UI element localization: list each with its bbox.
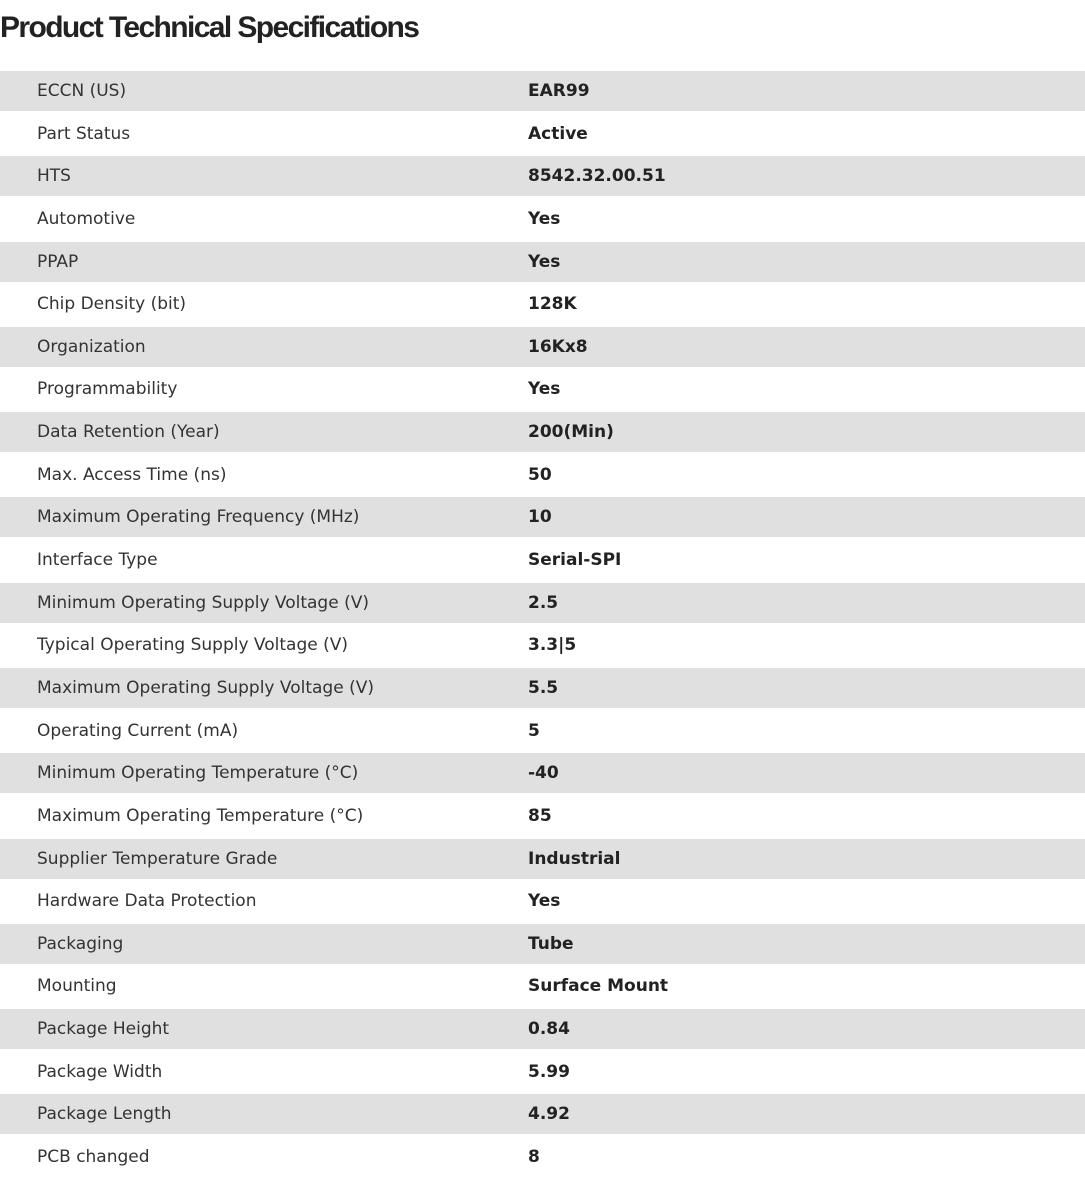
spec-label: Maximum Operating Temperature (°C) (37, 805, 364, 826)
spec-label: Part Status (37, 123, 131, 144)
spec-row-packaging (0, 924, 1085, 964)
spec-row-part-status (0, 114, 1085, 154)
spec-row-automotive (0, 199, 1085, 239)
spec-row-pcb-changed (0, 1137, 1085, 1177)
spec-value: 3.3|5 (528, 635, 577, 656)
spec-row-min-temperature (0, 753, 1085, 793)
spec-value: 5.99 (528, 1061, 570, 1082)
spec-label: Package Width (37, 1061, 163, 1082)
page-title: Product Technical Specifications (0, 11, 419, 44)
spec-value: 8542.32.00.51 (528, 166, 666, 187)
spec-label: Minimum Operating Supply Voltage (V) (37, 592, 369, 613)
spec-label: Chip Density (bit) (37, 294, 187, 315)
spec-row-max-frequency (0, 497, 1085, 537)
spec-label: Data Retention (Year) (37, 422, 220, 443)
spec-value: Yes (528, 251, 561, 272)
spec-value: 10 (528, 507, 552, 528)
spec-row-max-temperature (0, 796, 1085, 836)
spec-row-ppap (0, 242, 1085, 282)
spec-row-operating-current (0, 711, 1085, 751)
spec-value: 2.5 (528, 592, 559, 613)
spec-label: Maximum Operating Supply Voltage (V) (37, 677, 374, 698)
spec-label: Mounting (37, 976, 117, 997)
spec-label: PCB changed (37, 1147, 150, 1168)
spec-row-typ-supply-voltage (0, 625, 1085, 665)
spec-value: 85 (528, 805, 552, 826)
spec-row-chip-density (0, 284, 1085, 324)
spec-value: Tube (528, 933, 574, 954)
spec-value: 8 (528, 1147, 540, 1168)
spec-label: Packaging (37, 933, 124, 954)
spec-value: Serial-SPI (528, 550, 622, 571)
spec-value: Yes (528, 208, 561, 229)
spec-value: Industrial (528, 848, 621, 869)
spec-row-package-width (0, 1052, 1085, 1092)
spec-value: 5 (528, 720, 540, 741)
spec-row-organization (0, 327, 1085, 367)
spec-row-max-supply-voltage (0, 668, 1085, 708)
spec-value: 128K (528, 294, 577, 315)
spec-row-package-length (0, 1094, 1085, 1134)
spec-row-package-height (0, 1009, 1085, 1049)
spec-value: 5.5 (528, 677, 559, 698)
spec-label: Max. Access Time (ns) (37, 464, 227, 485)
spec-label: Package Length (37, 1104, 172, 1125)
spec-row-hardware-protection (0, 881, 1085, 921)
spec-row-temperature-grade (0, 839, 1085, 879)
spec-label: Organization (37, 336, 146, 357)
spec-label: Supplier Temperature Grade (37, 848, 278, 869)
spec-label: ECCN (US) (37, 81, 127, 101)
spec-row-programmability (0, 369, 1085, 409)
spec-value: EAR99 (528, 81, 590, 101)
spec-label: HTS (37, 166, 71, 187)
spec-label: Interface Type (37, 550, 158, 571)
spec-row-hts (0, 156, 1085, 196)
spec-label: Minimum Operating Temperature (°C) (37, 763, 359, 784)
spec-label: Programmability (37, 379, 178, 400)
spec-label: Hardware Data Protection (37, 891, 257, 912)
spec-row-interface-type (0, 540, 1085, 580)
spec-value: Yes (528, 891, 561, 912)
spec-value: -40 (528, 763, 559, 784)
spec-value: 4.92 (528, 1104, 570, 1125)
spec-row-data-retention (0, 412, 1085, 452)
spec-value: Yes (528, 379, 561, 400)
spec-row-access-time (0, 455, 1085, 495)
spec-value: 50 (528, 464, 552, 485)
spec-row-eccn (0, 71, 1085, 111)
spec-label: Automotive (37, 208, 136, 229)
spec-label: Package Height (37, 1019, 170, 1040)
spec-value: 200(Min) (528, 422, 614, 443)
spec-label: PPAP (37, 251, 79, 272)
spec-label: Operating Current (mA) (37, 720, 239, 741)
spec-value: Active (528, 123, 588, 144)
spec-label: Maximum Operating Frequency (MHz) (37, 507, 360, 528)
spec-row-min-supply-voltage (0, 583, 1085, 623)
spec-value: Surface Mount (528, 976, 669, 997)
spec-row-mounting (0, 966, 1085, 1006)
spec-table (0, 71, 1085, 1180)
spec-value: 16Kx8 (528, 336, 588, 357)
spec-label: Typical Operating Supply Voltage (V) (37, 635, 348, 656)
spec-value: 0.84 (528, 1019, 570, 1040)
